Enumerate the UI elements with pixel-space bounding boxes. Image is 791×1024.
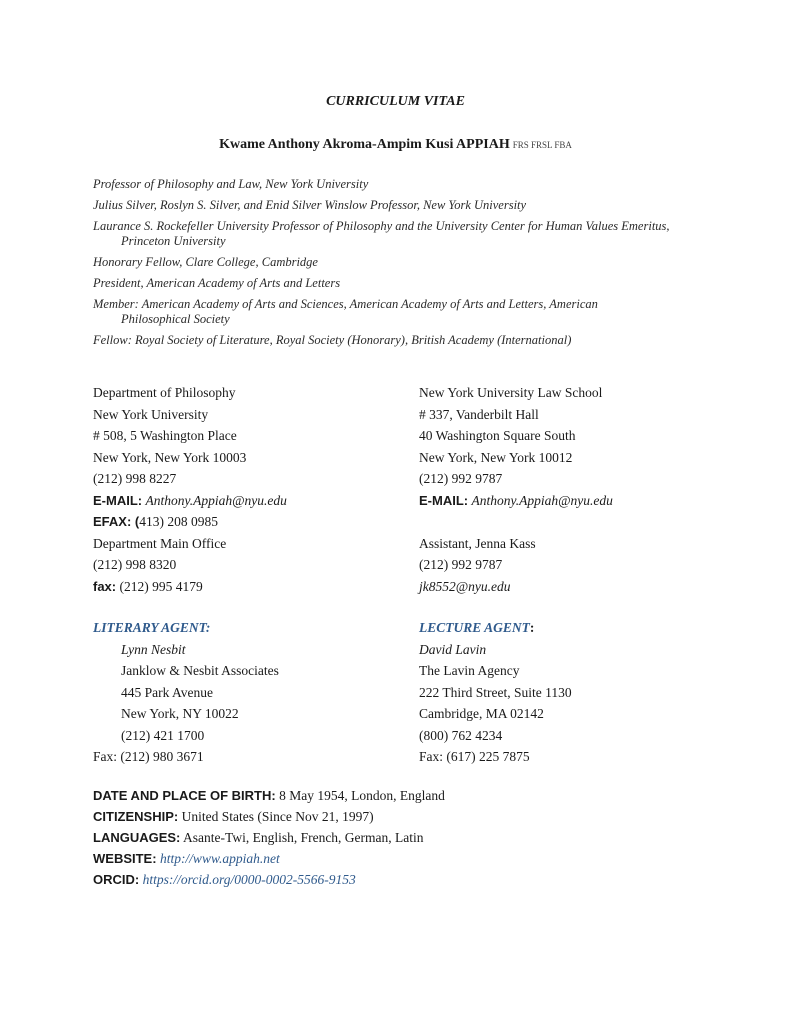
- contact-right-column: [419, 382, 613, 597]
- fax-value: (212) 995 4179: [119, 578, 203, 594]
- lecture-agent-fax: Fax: (617) 225 7875: [419, 749, 530, 764]
- department: Department of Philosophy: [93, 385, 236, 400]
- law-phone: (212) 992 9787: [419, 471, 503, 486]
- email-link-right[interactable]: Anthony.Appiah@nyu.edu: [471, 492, 613, 508]
- email-row: [93, 490, 287, 512]
- position-line: Honorary Fellow, Clare College, Cambridge: [93, 255, 318, 269]
- orcid-label: ORCID:: [93, 872, 140, 887]
- literary-agent-firm: Janklow & Nesbit Associates: [121, 663, 279, 678]
- email-link[interactable]: Anthony.Appiah@nyu.edu: [145, 492, 287, 508]
- literary-agent-city: New York, NY 10022: [121, 706, 239, 721]
- spacer: [419, 511, 613, 533]
- personal-info: [93, 785, 445, 890]
- literary-agent-phone: (212) 421 1700: [121, 727, 205, 743]
- author-name: Kwame Anthony Akroma-Ampim Kusi APPIAH: [219, 137, 510, 152]
- literary-agent-heading: LITERARY AGENT:: [93, 620, 211, 635]
- position-line: Fellow: Royal Society of Literature, Royal Society (Honorary), British Academy (International): [93, 333, 572, 347]
- citizenship-label: CITIZENSHIP:: [93, 809, 179, 824]
- lecture-agent-address: 222 Third Street, Suite 1130: [419, 684, 572, 700]
- position-line-continued: Princeton University: [121, 234, 226, 248]
- birth-row: [93, 785, 445, 806]
- literary-agent-name: Lynn Nesbit: [121, 641, 186, 657]
- law-room: # 337, Vanderbilt Hall: [419, 406, 539, 422]
- lecture-agent-city: Cambridge, MA 02142: [419, 706, 544, 721]
- position-item: [93, 297, 713, 327]
- literary-agent-fax: Fax: (212) 980 3671: [93, 749, 204, 764]
- website-label: WEBSITE:: [93, 851, 157, 866]
- position-item: [93, 255, 713, 270]
- university: New York University: [93, 406, 209, 422]
- position-line: Member: American Academy of Arts and Sciences, American Academy of Arts and Letters, American: [93, 297, 598, 311]
- website-row: [93, 848, 445, 869]
- email-label-right: E-MAIL:: [419, 492, 469, 508]
- office-phone: (212) 998 8227: [93, 471, 177, 486]
- author-name-line: [0, 137, 791, 153]
- lecture-agent-heading: LECTURE AGENT: [419, 620, 530, 635]
- position-item: [93, 333, 713, 348]
- email-label: E-MAIL:: [93, 492, 143, 508]
- efax-value: 413) 208 0985: [139, 514, 218, 529]
- website-link[interactable]: http://www.appiah.net: [159, 851, 280, 866]
- lecture-agent-heading-row: [419, 617, 572, 639]
- position-line: Professor of Philosophy and Law, New York University: [93, 177, 369, 191]
- citizenship-row: [93, 806, 445, 827]
- lecture-agent-heading-colon: :: [529, 620, 535, 635]
- languages-row: [93, 827, 445, 848]
- assistant-name: Assistant, Jenna Kass: [419, 535, 536, 551]
- literary-agent-block: [93, 617, 279, 768]
- positions-list: [93, 177, 713, 354]
- position-line-continued: Philosophical Society: [121, 312, 230, 326]
- efax-label: EFAX: (: [93, 514, 140, 529]
- citizenship-value: United States (Since Nov 21, 1997): [181, 809, 374, 824]
- law-street: 40 Washington Square South: [419, 428, 576, 443]
- orcid-row: [93, 869, 445, 890]
- lecture-agent-block: [419, 617, 572, 768]
- office-address: # 508, 5 Washington Place: [93, 428, 237, 443]
- languages-label: LANGUAGES:: [93, 830, 181, 845]
- languages-value: Asante-Twi, English, French, German, Latin: [183, 830, 424, 845]
- position-item: [93, 219, 713, 249]
- law-school: New York University Law School: [419, 385, 603, 400]
- main-office: Department Main Office: [93, 535, 227, 551]
- birth-value: 8 May 1954, London, England: [279, 788, 445, 803]
- law-city: New York, New York 10012: [419, 449, 573, 465]
- postnominals: FRS FRSL FBA: [512, 140, 572, 150]
- assistant-phone: (212) 992 9787: [419, 557, 503, 572]
- position-line: Julius Silver, Roslyn S. Silver, and Enid Silver Winslow Professor, New York University: [93, 198, 527, 212]
- main-office-phone: (212) 998 8320: [93, 557, 177, 572]
- email-row-right: [419, 490, 613, 512]
- lecture-agent-firm: The Lavin Agency: [419, 663, 520, 678]
- efax-row: [93, 511, 287, 533]
- fax-row: [93, 576, 287, 598]
- assistant-email-link[interactable]: jk8552@nyu.edu: [419, 578, 511, 594]
- position-item: [93, 276, 713, 291]
- position-line: Laurance S. Rockefeller University Professor of Philosophy and the University Center for Human Values Emeritus,: [93, 219, 670, 233]
- lecture-agent-name: David Lavin: [419, 641, 487, 657]
- fax-label: fax:: [93, 578, 117, 594]
- position-line: President, American Academy of Arts and Letters: [93, 276, 341, 290]
- contact-left-column: [93, 382, 287, 597]
- birth-label: DATE AND PLACE OF BIRTH:: [93, 788, 276, 803]
- document-title: CURRICULUM VITAE: [326, 94, 465, 109]
- position-item: [93, 177, 713, 192]
- literary-agent-address: 445 Park Avenue: [121, 684, 213, 700]
- office-city: New York, New York 10003: [93, 449, 247, 465]
- orcid-link[interactable]: https://orcid.org/0000-0002-5566-9153: [142, 872, 356, 887]
- position-item: [93, 198, 713, 213]
- lecture-agent-phone: (800) 762 4234: [419, 727, 503, 743]
